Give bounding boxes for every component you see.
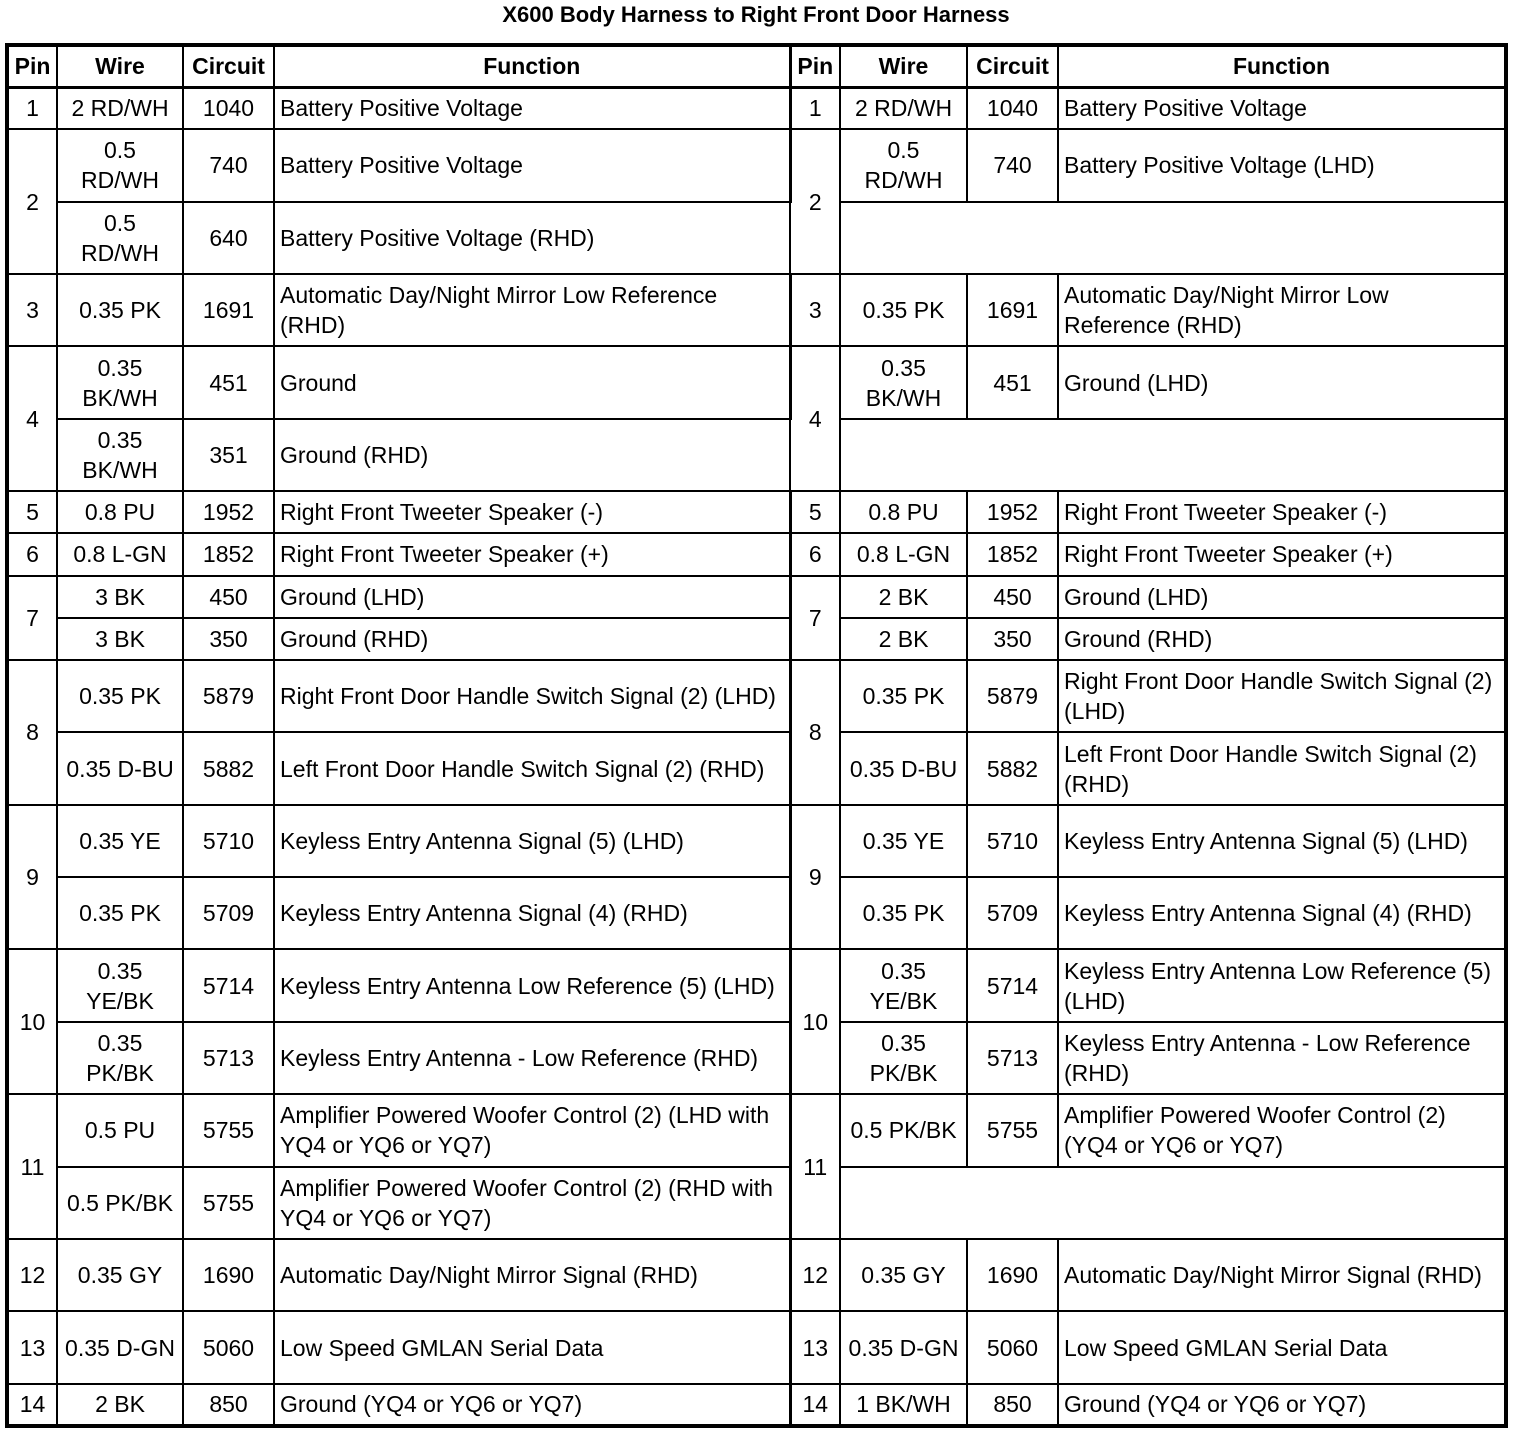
pin-cell: 9 — [7, 805, 57, 950]
circuit-cell: 351 — [183, 419, 274, 491]
function-cell: Keyless Entry Antenna Signal (4) (RHD) — [274, 877, 790, 949]
function-cell: Ground (RHD) — [1058, 618, 1506, 660]
wire-cell: 0.35 PK — [57, 877, 183, 949]
wire-cell: 0.5 PK/BK — [840, 1094, 967, 1166]
wire-cell: 0.35 YE/BK — [840, 949, 967, 1021]
wire-cell: 0.5 RD/WH — [57, 202, 183, 274]
function-cell: Right Front Tweeter Speaker (+) — [274, 533, 790, 575]
circuit-cell: 5879 — [967, 660, 1058, 732]
wire-cell: 0.8 L-GN — [57, 533, 183, 575]
function-cell: Automatic Day/Night Mirror Signal (RHD) — [274, 1239, 790, 1311]
pin-cell: 1 — [790, 87, 840, 129]
pin-cell: 12 — [7, 1239, 57, 1311]
table-row — [7, 949, 1506, 1021]
pin-cell: 10 — [7, 949, 57, 1094]
circuit-cell: 5060 — [967, 1311, 1058, 1383]
function-cell: Ground (RHD) — [274, 419, 790, 491]
function-cell: Ground (LHD) — [1058, 346, 1506, 418]
circuit-cell: 350 — [183, 618, 274, 660]
table-row — [7, 202, 1506, 274]
function-cell: Amplifier Powered Woofer Control (2) (YQ4 or YQ6 or YQ7) — [1058, 1094, 1506, 1166]
table-row — [7, 1022, 1506, 1094]
function-cell: Amplifier Powered Woofer Control (2) (RHD with YQ4 or YQ6 or YQ7) — [274, 1167, 790, 1239]
pin-cell: 8 — [790, 660, 840, 805]
circuit-cell: 350 — [967, 618, 1058, 660]
wire-cell: 2 RD/WH — [840, 87, 967, 129]
wire-cell: 2 BK — [840, 618, 967, 660]
circuit-cell: 740 — [183, 129, 274, 201]
table-row — [7, 1384, 1506, 1426]
wire-cell: 0.35 BK/WH — [57, 346, 183, 418]
pin-cell: 13 — [790, 1311, 840, 1383]
wire-cell: 0.35 D-BU — [57, 732, 183, 804]
function-cell: Right Front Tweeter Speaker (+) — [1058, 533, 1506, 575]
table-row — [7, 1167, 1506, 1239]
header-pin: Pin — [790, 45, 840, 87]
wire-cell: 3 BK — [57, 576, 183, 618]
circuit-cell: 640 — [183, 202, 274, 274]
wire-cell: 2 RD/WH — [57, 87, 183, 129]
table-row — [7, 533, 1506, 575]
circuit-cell: 1690 — [967, 1239, 1058, 1311]
function-cell: Automatic Day/Night Mirror Low Reference (RHD) — [1058, 274, 1506, 346]
pin-cell: 1 — [7, 87, 57, 129]
circuit-cell: 1040 — [183, 87, 274, 129]
pin-cell: 11 — [7, 1094, 57, 1239]
function-cell: Keyless Entry Antenna Signal (4) (RHD) — [1058, 877, 1506, 949]
circuit-cell: 450 — [967, 576, 1058, 618]
wire-cell: 0.8 L-GN — [840, 533, 967, 575]
circuit-cell: 1040 — [967, 87, 1058, 129]
function-cell: Keyless Entry Antenna Signal (5) (LHD) — [274, 805, 790, 877]
wire-cell: 0.35 YE/BK — [57, 949, 183, 1021]
wire-cell: 0.5 PU — [57, 1094, 183, 1166]
table-row — [7, 1311, 1506, 1383]
wire-cell: 2 BK — [840, 576, 967, 618]
header-pin: Pin — [7, 45, 57, 87]
table-row — [7, 129, 1506, 201]
wire-cell: 0.35 PK — [840, 274, 967, 346]
table-row — [7, 732, 1506, 804]
pin-cell: 4 — [790, 346, 840, 491]
header-function: Function — [1058, 45, 1506, 87]
wire-cell: 0.35 D-BU — [840, 732, 967, 804]
circuit-cell: 5060 — [183, 1311, 274, 1383]
circuit-cell: 5879 — [183, 660, 274, 732]
wire-cell: 0.35 GY — [840, 1239, 967, 1311]
function-cell: Keyless Entry Antenna - Low Reference (RHD) — [1058, 1022, 1506, 1094]
function-cell: Keyless Entry Antenna - Low Reference (RHD) — [274, 1022, 790, 1094]
pin-cell: 4 — [7, 346, 57, 491]
wire-cell: 0.5 RD/WH — [840, 129, 967, 201]
table-row — [7, 419, 1506, 491]
function-cell: Ground (LHD) — [1058, 576, 1506, 618]
pin-cell: 2 — [790, 129, 840, 274]
header-circuit: Circuit — [967, 45, 1058, 87]
wire-cell: 0.35 BK/WH — [57, 419, 183, 491]
circuit-cell: 850 — [183, 1384, 274, 1426]
function-cell: Battery Positive Voltage — [1058, 87, 1506, 129]
header-function: Function — [274, 45, 790, 87]
header-circuit: Circuit — [183, 45, 274, 87]
wire-cell: 3 BK — [57, 618, 183, 660]
table-row — [7, 346, 1506, 418]
table-row — [7, 660, 1506, 732]
pin-cell: 3 — [7, 274, 57, 346]
circuit-cell: 5709 — [183, 877, 274, 949]
function-cell: Right Front Tweeter Speaker (-) — [1058, 491, 1506, 533]
header-wire: Wire — [57, 45, 183, 87]
pin-cell: 7 — [7, 576, 57, 660]
table-row — [7, 576, 1506, 618]
circuit-cell: 5710 — [967, 805, 1058, 877]
wire-cell: 0.35 PK — [57, 660, 183, 732]
circuit-cell: 5713 — [183, 1022, 274, 1094]
table-row — [7, 491, 1506, 533]
function-cell: Left Front Door Handle Switch Signal (2) (RHD) — [1058, 732, 1506, 804]
header-row — [7, 45, 1506, 87]
wire-cell: 1 BK/WH — [840, 1384, 967, 1426]
pin-cell: 8 — [7, 660, 57, 805]
pin-cell: 5 — [790, 491, 840, 533]
table-row — [7, 1094, 1506, 1166]
table-row — [7, 274, 1506, 346]
wire-cell: 0.35 YE — [57, 805, 183, 877]
circuit-cell: 1852 — [183, 533, 274, 575]
function-cell: Right Front Door Handle Switch Signal (2) (LHD) — [274, 660, 790, 732]
circuit-cell: 5709 — [967, 877, 1058, 949]
function-cell: Low Speed GMLAN Serial Data — [274, 1311, 790, 1383]
wire-cell: 0.35 PK/BK — [840, 1022, 967, 1094]
function-cell: Ground (RHD) — [274, 618, 790, 660]
table-row — [7, 805, 1506, 877]
wire-cell: 0.35 PK — [840, 660, 967, 732]
function-cell: Ground (YQ4 or YQ6 or YQ7) — [274, 1384, 790, 1426]
wire-cell: 0.35 YE — [840, 805, 967, 877]
table-row — [7, 87, 1506, 129]
header-wire: Wire — [840, 45, 967, 87]
circuit-cell: 5714 — [183, 949, 274, 1021]
wire-cell: 0.35 GY — [57, 1239, 183, 1311]
circuit-cell: 5882 — [967, 732, 1058, 804]
pin-cell: 6 — [7, 533, 57, 575]
pin-cell: 14 — [7, 1384, 57, 1426]
pin-cell: 9 — [790, 805, 840, 950]
function-cell: Left Front Door Handle Switch Signal (2) (RHD) — [274, 732, 790, 804]
function-cell: Low Speed GMLAN Serial Data — [1058, 1311, 1506, 1383]
pin-cell: 5 — [7, 491, 57, 533]
connector-pinout-table — [5, 43, 1508, 1428]
wire-cell: 0.35 BK/WH — [840, 346, 967, 418]
function-cell: Automatic Day/Night Mirror Signal (RHD) — [1058, 1239, 1506, 1311]
function-cell: Amplifier Powered Woofer Control (2) (LHD with YQ4 or YQ6 or YQ7) — [274, 1094, 790, 1166]
function-cell: Keyless Entry Antenna Low Reference (5) (LHD) — [1058, 949, 1506, 1021]
function-cell: Keyless Entry Antenna Low Reference (5) (LHD) — [274, 949, 790, 1021]
pin-cell: 12 — [790, 1239, 840, 1311]
pin-cell: 7 — [790, 576, 840, 660]
circuit-cell: 1952 — [183, 491, 274, 533]
circuit-cell: 1952 — [967, 491, 1058, 533]
circuit-cell: 450 — [183, 576, 274, 618]
wire-cell: 0.5 PK/BK — [57, 1167, 183, 1239]
circuit-cell: 5755 — [183, 1167, 274, 1239]
wire-cell: 0.35 PK/BK — [57, 1022, 183, 1094]
circuit-cell: 1852 — [967, 533, 1058, 575]
circuit-cell: 850 — [967, 1384, 1058, 1426]
pin-cell: 10 — [790, 949, 840, 1094]
wire-cell: 0.35 PK — [840, 877, 967, 949]
circuit-cell: 451 — [183, 346, 274, 418]
function-cell: Battery Positive Voltage — [274, 87, 790, 129]
circuit-cell: 5713 — [967, 1022, 1058, 1094]
function-cell: Ground (LHD) — [274, 576, 790, 618]
pin-cell: 11 — [790, 1094, 840, 1239]
circuit-cell: 5714 — [967, 949, 1058, 1021]
pin-cell: 13 — [7, 1311, 57, 1383]
function-cell: Right Front Tweeter Speaker (-) — [274, 491, 790, 533]
function-cell: Keyless Entry Antenna Signal (5) (LHD) — [1058, 805, 1506, 877]
pin-cell: 3 — [790, 274, 840, 346]
circuit-cell: 5882 — [183, 732, 274, 804]
pin-cell: 2 — [7, 129, 57, 274]
wire-cell: 0.8 PU — [57, 491, 183, 533]
pin-cell: 6 — [790, 533, 840, 575]
function-cell: Automatic Day/Night Mirror Low Reference (RHD) — [274, 274, 790, 346]
table-row — [7, 618, 1506, 660]
function-cell: Battery Positive Voltage — [274, 129, 790, 201]
function-cell: Right Front Door Handle Switch Signal (2) (LHD) — [1058, 660, 1506, 732]
circuit-cell: 1690 — [183, 1239, 274, 1311]
wire-cell: 2 BK — [57, 1384, 183, 1426]
function-cell: Ground (YQ4 or YQ6 or YQ7) — [1058, 1384, 1506, 1426]
page-title: X600 Body Harness to Right Front Door Harness — [502, 2, 1010, 27]
circuit-cell: 1691 — [183, 274, 274, 346]
wire-cell: 0.8 PU — [840, 491, 967, 533]
circuit-cell: 451 — [967, 346, 1058, 418]
function-cell: Battery Positive Voltage (RHD) — [274, 202, 790, 274]
circuit-cell: 5755 — [183, 1094, 274, 1166]
table-body — [7, 87, 1506, 1426]
circuit-cell: 740 — [967, 129, 1058, 201]
wire-cell: 0.5 RD/WH — [57, 129, 183, 201]
pin-cell: 14 — [790, 1384, 840, 1426]
wire-cell: 0.35 D-GN — [840, 1311, 967, 1383]
circuit-cell: 5755 — [967, 1094, 1058, 1166]
table-row — [7, 877, 1506, 949]
function-cell: Ground — [274, 346, 790, 418]
function-cell: Battery Positive Voltage (LHD) — [1058, 129, 1506, 201]
circuit-cell: 5710 — [183, 805, 274, 877]
wire-cell: 0.35 PK — [57, 274, 183, 346]
circuit-cell: 1691 — [967, 274, 1058, 346]
table-row — [7, 1239, 1506, 1311]
wire-cell: 0.35 D-GN — [57, 1311, 183, 1383]
